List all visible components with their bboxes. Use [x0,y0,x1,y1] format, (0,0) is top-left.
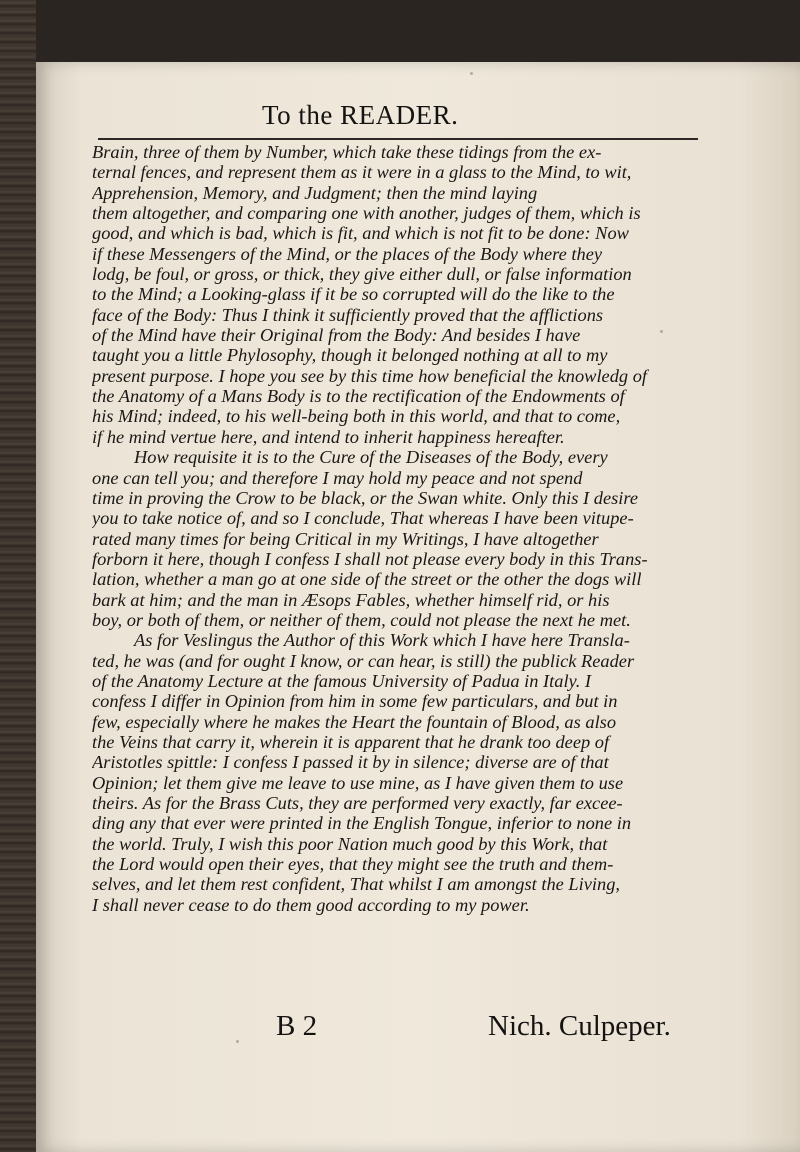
text-line: good, and which is bad, which is fit, and which is not fit to be done: Now [92,223,629,244]
text-line: face of the Body: Thus I think it sufficiently proved that the afflictions [92,304,604,325]
text-line: the Veins that carry it, wherein it is apparent that he drank too deep of [92,731,610,752]
text-line: lodg, be foul, or gross, or thick, they give either dull, or false information [92,264,632,285]
author-signature: Nich. Culpeper. [488,1010,671,1042]
text-line: Apprehension, Memory, and Judgment; then the mind laying [92,182,538,203]
text-line: theirs. As for the Brass Cuts, they are performed very exactly, far excee- [92,793,623,813]
text-line: selves, and let them rest confident, That whilst I am amongst the Living, [92,874,621,895]
paper-speck [470,72,473,75]
text-line: the Anatomy of a Mans Body is to the rectification of the Endowments of [92,386,625,407]
signature-mark: B 2 [276,1010,318,1042]
text-line: ding any that ever were printed in the English Tongue, inferior to none in [92,813,632,834]
text-line: few, especially where he makes the Heart the fountain of Blood, as also [92,711,617,732]
text-line: if he mind vertue here, and intend to inherit happiness hereafter. [92,426,565,447]
body-text [92,142,710,915]
text-line: Brain, three of them by Number, which take these tidings from the ex- [92,142,602,162]
text-line: you to take notice of, and so I conclude, That whereas I have been vitupe- [92,508,634,529]
text-line: to the Mind; a Looking-glass if it be so corrupted will do the like to the [92,284,615,305]
paper-speck [236,1040,239,1043]
text-line: rated many times for being Critical in my Writings, I have altogether [92,528,599,549]
text-line: the Lord would open their eyes, that they might see the truth and them- [92,854,614,875]
text-line: of the Anatomy Lecture at the famous University of Padua in Italy. I [92,670,592,691]
text-line: them altogether, and comparing one with another, judges of them, which is [92,203,641,224]
text-line: one can tell you; and therefore I may hold my peace and not spend [92,467,583,488]
text-line: Aristotles spittle: I confess I passed it by in silence; diverse are of that [92,752,609,773]
text-line: taught you a little Phylosophy, though it belonged nothing at all to my [92,345,608,366]
text-line: Opinion; let them give me leave to use mine, as I have given them to use [92,772,624,793]
text-line: present purpose. I hope you see by this time how beneficial the knowledg of [92,365,648,386]
paragraph-start-line: How requisite it is to the Cure of the Diseases of the Body, every [134,447,608,468]
text-line: I shall never cease to do them good according to my power. [92,894,530,915]
text-line: if these Messengers of the Mind, or the places of the Body where they [92,243,603,264]
running-head: To the READER. [262,100,459,130]
text-line: bark at him; and the man in Æsops Fables, whether himself rid, or his [92,589,610,610]
text-line: the world. Truly, I wish this poor Nation much good by this Work, that [92,833,608,854]
text-line: lation, whether a man go at one side of the street or the other the dogs will [92,569,642,590]
text-line: of the Mind have their Original from the Body: And besides I have [92,325,581,346]
paragraph-start-line: As for Veslingus the Author of this Work which I have here Transla- [134,630,630,651]
text-line: confess I differ in Opinion from him in some few particulars, and but in [92,691,618,712]
book-binding [0,0,36,1152]
paper-speck [660,330,663,333]
header-rule [98,138,698,140]
text-line: his Mind; indeed, to his well-being both in this world, and that to come, [92,406,621,427]
text-line: boy, or both of them, or neither of them, could not please the next he met. [92,609,631,630]
text-line: forborn it here, though I confess I shall not please every body in this Trans- [92,548,648,569]
text-line: ternal fences, and represent them as it were in a glass to the Mind, to wit, [92,162,632,183]
page-footer [92,1010,712,1052]
text-line: ted, he was (and for ought I know, or can hear, is still) the publick Reader [92,650,635,671]
text-line: time in proving the Crow to be black, or the Swan white. Only this I desire [92,487,639,508]
